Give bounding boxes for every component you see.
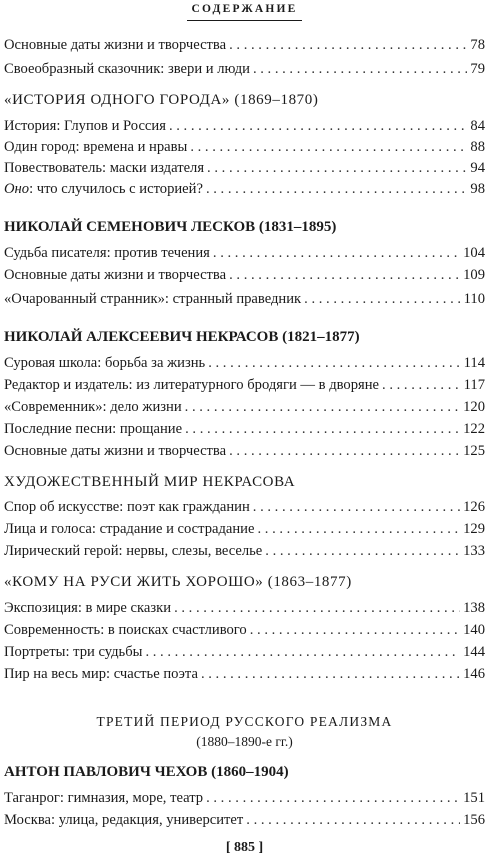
toc-entry-title: Таганрог: гимназия, море, театр <box>4 790 204 806</box>
toc-entry <box>4 137 485 157</box>
leader-dots <box>201 664 460 684</box>
toc-entry <box>4 664 485 684</box>
toc-entry-page: 146 <box>463 666 485 682</box>
toc-entry-page: 133 <box>463 543 485 559</box>
toc-entry-title: Основные даты жизни и творчества <box>4 443 227 459</box>
period-title: ТРЕТИЙ ПЕРИОД РУССКОГО РЕАЛИЗМА <box>96 714 393 729</box>
toc-entry-title: Основные даты жизни и творчества <box>4 37 227 53</box>
toc-entry-title: История: Глупов и Россия <box>4 118 166 134</box>
toc-entry-page: 79 <box>470 61 485 77</box>
toc-entry <box>4 519 485 539</box>
section-heading: ХУДОЖЕСТВЕННЫЙ МИР НЕКРАСОВА <box>4 474 296 490</box>
toc-entry-title: Повествователь: маски издателя <box>4 160 205 176</box>
toc-entry <box>4 397 485 417</box>
leader-dots <box>207 158 467 178</box>
section-heading: «ИСТОРИЯ ОДНОГО ГОРОДА» (1869–1870) <box>4 92 319 108</box>
toc-entry-page: 78 <box>470 37 485 53</box>
page-header: СОДЕРЖАНИЕ <box>191 3 298 15</box>
toc-entry-page: 151 <box>463 790 485 806</box>
leader-dots <box>250 620 460 640</box>
toc-entry <box>4 788 485 808</box>
toc-entry <box>4 116 485 136</box>
toc-entry-page: 117 <box>463 377 485 393</box>
toc-entry <box>4 265 485 285</box>
toc-entry <box>4 598 485 618</box>
section-heading: НИКОЛАЙ АЛЕКСЕЕВИЧ НЕКРАСОВ (1821–1877) <box>4 329 360 345</box>
toc-entry <box>4 541 485 561</box>
toc-entry <box>4 353 485 373</box>
toc-entry-page: 104 <box>463 245 485 261</box>
leader-dots <box>253 59 467 79</box>
toc-entry-page: 125 <box>463 443 485 459</box>
leader-dots <box>229 265 460 285</box>
toc-entry-title <box>4 179 203 199</box>
toc-entry <box>4 620 485 640</box>
toc-entry-title: Лирический герой: нервы, слезы, веселье <box>4 543 263 559</box>
toc-entry-title-italic: Оно <box>4 181 30 197</box>
toc-entry-title: Судьба писателя: против течения <box>4 245 210 261</box>
toc-entry <box>4 642 485 662</box>
toc-entry-title: Современность: в поисках счастливого <box>4 622 247 638</box>
leader-dots <box>174 598 460 618</box>
toc-entry-title: Суровая школа: борьба за жизнь <box>4 355 206 371</box>
toc-entry-title: «Современник»: дело жизни <box>4 399 182 415</box>
leader-dots <box>304 289 461 309</box>
toc-entry-title: Москва: улица, редакция, университет <box>4 812 244 828</box>
leader-dots <box>229 35 467 55</box>
toc-entry <box>4 441 485 461</box>
toc-entry-page: 122 <box>463 421 485 437</box>
leader-dots <box>253 497 460 517</box>
toc-entry-page: 129 <box>463 521 485 537</box>
toc-entry-title: Редактор и издатель: из литературного бродяги — в дворяне <box>4 377 380 393</box>
leader-dots <box>213 243 460 263</box>
section-heading: «КОМУ НА РУСИ ЖИТЬ ХОРОШО» (1863–1877) <box>4 574 352 590</box>
toc-entry-title: Спор об искусстве: поэт как гражданин <box>4 499 250 515</box>
toc-entry-page: 138 <box>463 600 485 616</box>
leader-dots <box>185 419 460 439</box>
toc-entry <box>4 289 485 309</box>
toc-entry-page: 114 <box>463 355 485 371</box>
toc-entry-page: 94 <box>470 160 485 176</box>
leader-dots <box>208 353 460 373</box>
leader-dots <box>257 519 460 539</box>
toc-entry-page: 144 <box>463 644 485 660</box>
toc-entry-page: 126 <box>463 499 485 515</box>
toc-entry <box>4 35 485 55</box>
leader-dots <box>246 810 460 830</box>
toc-entry-page: 88 <box>470 139 485 155</box>
toc-entry-title: Своеобразный сказочник: звери и люди <box>4 61 250 77</box>
toc-entry <box>4 810 485 830</box>
leader-dots <box>169 116 467 136</box>
toc-entry-page: 140 <box>463 622 485 638</box>
period-subtitle: (1880–1890-е гг.) <box>196 734 293 749</box>
toc-entry <box>4 59 485 79</box>
leader-dots <box>382 375 461 395</box>
toc-entry-page: 84 <box>470 118 485 134</box>
toc-entry-page: 109 <box>463 267 485 283</box>
header-rule <box>187 20 302 21</box>
toc-entry-title: Один город: времена и нравы <box>4 139 188 155</box>
leader-dots <box>206 179 467 199</box>
toc-entry-title: «Очарованный странник»: странный праведник <box>4 291 302 307</box>
toc-entry <box>4 497 485 517</box>
toc-entry-page: 120 <box>463 399 485 415</box>
leader-dots <box>185 397 460 417</box>
toc-entry-page: 156 <box>463 812 485 828</box>
toc-entry-title: Лица и голоса: страдание и сострадание <box>4 521 255 537</box>
toc-entry-title: Последние песни: прощание <box>4 421 183 437</box>
leader-dots <box>145 642 460 662</box>
leader-dots <box>265 541 460 561</box>
toc-entry-title: Экспозиция: в мире сказки <box>4 600 172 616</box>
toc-entry-title-rest: : что случилось с историей? <box>29 181 203 197</box>
section-heading: АНТОН ПАВЛОВИЧ ЧЕХОВ (1860–1904) <box>4 764 289 780</box>
toc-entry-title: Основные даты жизни и творчества <box>4 267 227 283</box>
section-heading: НИКОЛАЙ СЕМЕНОВИЧ ЛЕСКОВ (1831–1895) <box>4 219 337 235</box>
toc-entry <box>4 419 485 439</box>
toc-entry-page: 98 <box>470 181 485 197</box>
page-number: [ 885 ] <box>225 840 264 855</box>
toc-entry <box>4 243 485 263</box>
toc-entry-title: Портреты: три судьбы <box>4 644 143 660</box>
leader-dots <box>190 137 467 157</box>
toc-entry <box>4 179 485 199</box>
leader-dots <box>229 441 460 461</box>
leader-dots <box>206 788 460 808</box>
toc-entry <box>4 158 485 178</box>
toc-entry-title: Пир на весь мир: счастье поэта <box>4 666 198 682</box>
toc-entry-page: 110 <box>463 291 485 307</box>
toc-entry <box>4 375 485 395</box>
